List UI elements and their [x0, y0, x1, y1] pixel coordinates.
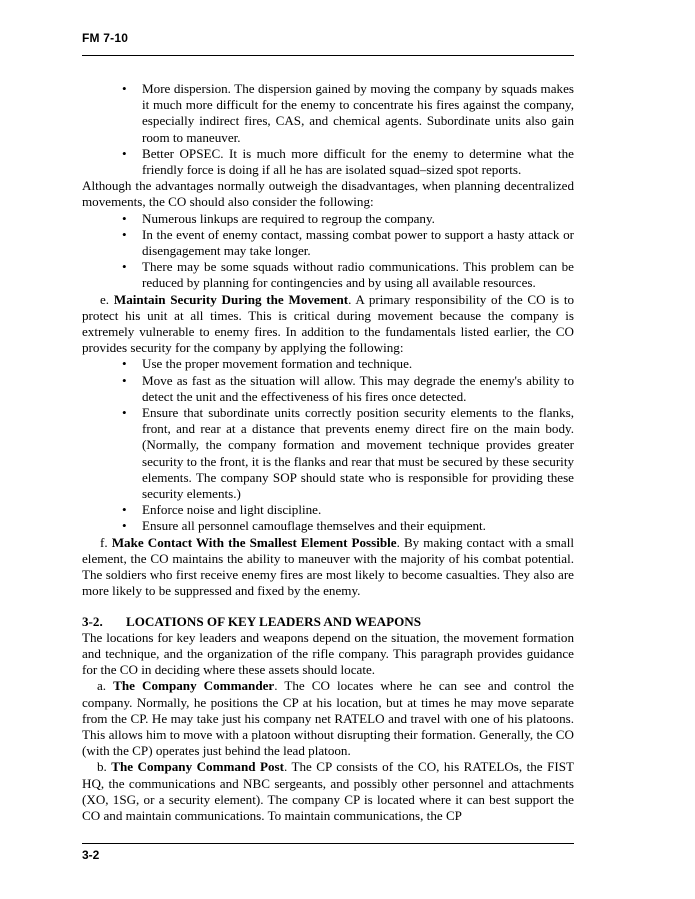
- list-item: [122, 81, 574, 146]
- paragraph-text: . A primary responsibility of the CO is to protect his unit at all times. This is critical during movement because the company is extremely vulnerable to enemy fires. In addition to the fundamentals listed earlier, the CO provides security for the company by applying the following:: [82, 291, 575, 356]
- bullet-icon: •: [122, 372, 127, 388]
- paragraph-letter: a.: [97, 678, 107, 694]
- paragraph-text: . The CP consists of the CO, his RATELOs, the FIST HQ, the communications and NBC sergeants, and possibly other personnel and attachments (XO, 1SG, or a security element). The company CP is located where it can best support the CO and maintain communications. To maintain communications, the CP: [82, 759, 574, 823]
- bullet-icon: •: [122, 518, 127, 534]
- paragraph-disadvantages: Although the advantages normally outweigh the disadvantages, when planning decentralized movements, the CO should also consider the following:: [82, 178, 574, 210]
- paragraph-heading: Maintain Security During the Movement: [113, 291, 349, 307]
- bullet-icon: •: [122, 405, 127, 421]
- list-item: [122, 259, 574, 291]
- paragraph-heading: Make Contact With the Smallest Element Possible: [111, 534, 397, 550]
- running-header: FM 7-10: [82, 31, 129, 45]
- paragraph-e: [82, 292, 574, 357]
- section-number: 3-2.: [82, 613, 103, 629]
- paragraph-letter: e.: [100, 291, 110, 307]
- paragraph-letter: f.: [100, 534, 108, 550]
- section-intro: The locations for key leaders and weapons depend on the situation, the movement formation and technique, and the organization of the rifle company. This paragraph provides guidance for the CO in deciding where these assets should locate.: [82, 629, 574, 678]
- list-item: [122, 210, 574, 227]
- paragraph-b: [82, 759, 574, 824]
- bullet-list-disadvantages: [82, 211, 574, 292]
- bullet-icon: •: [122, 259, 127, 275]
- list-item-text: Move as fast as the situation will allow. This may degrade the enemy's ability to detect the unit and the effectiveness of his fires once detected.: [142, 372, 574, 404]
- list-item: [122, 356, 574, 372]
- bullet-list-security: [82, 356, 574, 534]
- list-item-text: Use the proper movement formation and technique.: [142, 356, 413, 372]
- footer-rule: [82, 843, 574, 844]
- list-item-text: Better OPSEC. It is much more difficult for the enemy to determine what the friendly force is doing if all he has are isolated squad–sized spot reports.: [142, 145, 574, 178]
- section-heading: [82, 614, 574, 630]
- list-item-text: Enforce noise and light discipline.: [142, 502, 322, 518]
- list-item-text: Numerous linkups are required to regroup the company.: [142, 210, 435, 226]
- bullet-icon: •: [122, 81, 127, 96]
- list-item: [122, 372, 574, 405]
- list-item: [122, 405, 574, 502]
- list-item: [122, 145, 574, 178]
- list-item: [122, 226, 574, 259]
- list-item-text: There may be some squads without radio communications. This problem can be reduced by planning for contingencies and by using all available resources.: [142, 259, 574, 291]
- header-rule: [82, 55, 574, 56]
- bullet-icon: •: [122, 226, 127, 242]
- bullet-list-advantages: [82, 81, 574, 178]
- list-item-text: Ensure that subordinate units correctly position security elements to the flanks, front, and rear at a distance that prevents enemy direct fire on the main body. (Normally, the company formation and movement technique provides greater security to the front, it is the flanks and rear that must be secured by these security elements. The company SOP should state who is responsible for providing these security elements.): [142, 405, 574, 502]
- page-body: [82, 81, 574, 824]
- paragraph-heading: The Company Commander: [113, 678, 275, 694]
- section-title: LOCATIONS OF KEY LEADERS AND WEAPONS: [126, 613, 422, 629]
- paragraph-heading: The Company Command Post: [111, 759, 284, 775]
- paragraph-letter: b.: [97, 759, 107, 775]
- list-item-text: Ensure all personnel camouflage themselves and their equipment.: [142, 518, 486, 534]
- paragraph-a: [82, 678, 574, 759]
- list-item: [122, 518, 574, 534]
- bullet-icon: •: [122, 210, 127, 226]
- bullet-icon: •: [122, 356, 127, 372]
- page-number: 3-2: [82, 848, 100, 862]
- list-item: [122, 502, 574, 518]
- bullet-icon: •: [122, 502, 127, 518]
- list-item-text: In the event of enemy contact, massing combat power to support a hasty attack or disengagement may take longer.: [142, 226, 574, 259]
- paragraph-f: [82, 535, 574, 600]
- paragraph-text: . The CO locates where he can see and control the company. Normally, he positions the CP at his location, but at times he may move separate from the CP. He may take just his company net RATELO and travel with one of his platoons. This allows him to move with a platoon without disrupting their formation. Generally, the CO (with the CP) operates just behind the lead platoon.: [82, 678, 574, 759]
- list-item-text: More dispersion. The dispersion gained by moving the company by squads makes it much more difficult for the enemy to concentrate his fires against the company, especially indirect fires, CAS, and chemical agents. Subordinate units also gain room to maneuver.: [142, 81, 574, 145]
- paragraph-text: . By making contact with a small element, the CO maintains the ability to maneuver with the majority of his combat potential. The soldiers who first receive enemy fires are most likely to become casualties. They also are more likely to be suppressed and fixed by the enemy.: [82, 534, 574, 599]
- bullet-icon: •: [122, 145, 127, 161]
